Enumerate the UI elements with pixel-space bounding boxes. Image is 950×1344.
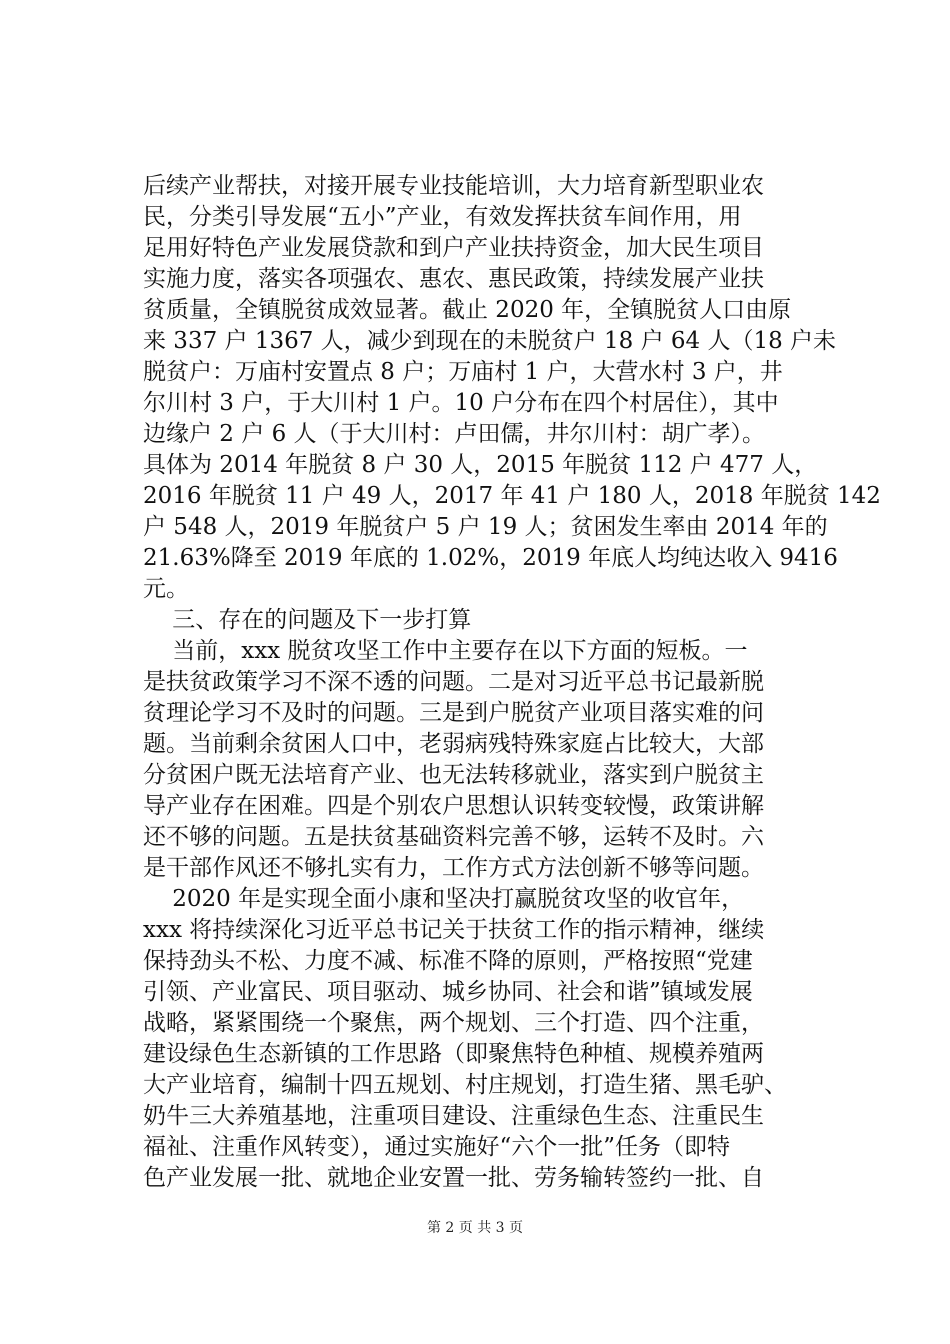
text-line: 战略，紧紧围绕一个聚焦，两个规划、三个打造、四个注重， bbox=[143, 1010, 764, 1036]
text-line: 脱贫户：万庙村安置点 8 户；万庙村 1 户，大营水村 3 户，井 bbox=[143, 359, 783, 385]
text-line: 贫理论学习不及时的问题。三是到户脱贫产业项目落实难的问 bbox=[143, 700, 764, 726]
text-line: 奶牛三大养殖基地，注重项目建设、注重绿色生态、注重民生 bbox=[143, 1103, 764, 1129]
text-line: 分贫困户既无法培育产业、也无法转移就业，落实到户脱贫主 bbox=[143, 762, 764, 788]
text-line: 福祉、注重作风转变），通过实施好“六个一批”任务（即特 bbox=[143, 1134, 731, 1160]
text-line: 三、存在的问题及下一步打算 bbox=[143, 607, 472, 633]
text-line: 题。当前剩余贫困人口中，老弱病残特殊家庭占比较大，大部 bbox=[143, 731, 764, 757]
text-line: 21.63%降至 2019 年底的 1.02%，2019 年底人均纯达收入 9416 bbox=[143, 545, 838, 571]
text-line: 是扶贫政策学习不深不透的问题。二是对习近平总书记最新脱 bbox=[143, 669, 764, 695]
text-line: 当前，xxx 脱贫攻坚工作中主要存在以下方面的短板。一 bbox=[143, 638, 748, 664]
text-line: 导产业存在困难。四是个别农户思想认识转变较慢，政策讲解 bbox=[143, 793, 764, 819]
text-line: 来 337 户 1367 人，减少到现在的未脱贫户 18 户 64 人（18 户未 bbox=[143, 328, 837, 354]
body-text bbox=[143, 171, 881, 1194]
text-line: 建设绿色生态新镇的工作思路（即聚焦特色种植、规模养殖两 bbox=[143, 1041, 764, 1067]
text-line: 后续产业帮扶，对接开展专业技能培训，大力培育新型职业农 bbox=[143, 173, 764, 199]
text-line: xxx 将持续深化习近平总书记关于扶贫工作的指示精神，继续 bbox=[143, 917, 765, 943]
text-line: 2020 年是实现全面小康和坚决打赢脱贫攻坚的收官年， bbox=[143, 886, 745, 912]
text-line: 尔川村 3 户，于大川村 1 户。10 户分布在四个村居住），其中 bbox=[143, 390, 779, 416]
page-footer: 第 2 页 共 3 页 bbox=[426, 1220, 524, 1236]
text-line: 民，分类引导发展“五小”产业，有效发挥扶贫车间作用，用 bbox=[143, 204, 742, 230]
text-line: 元。 bbox=[143, 576, 189, 602]
text-line: 足用好特色产业发展贷款和到户产业扶持资金，加大民生项目 bbox=[143, 235, 764, 261]
text-line: 2016 年脱贫 11 户 49 人，2017 年 41 户 180 人，2018 年脱贫 142 bbox=[143, 483, 881, 509]
text-line: 实施力度，落实各项强农、惠农、惠民政策，持续发展产业扶 bbox=[143, 266, 764, 292]
text-line: 还不够的问题。五是扶贫基础资料完善不够，运转不及时。六 bbox=[143, 824, 764, 850]
text-line: 色产业发展一批、就地企业安置一批、劳务输转签约一批、自 bbox=[143, 1165, 764, 1191]
text-line: 保持劲头不松、力度不减、标准不降的原则，严格按照“党建 bbox=[143, 948, 753, 974]
text-line: 贫质量，全镇脱贫成效显著。截止 2020 年，全镇脱贫人口由原 bbox=[143, 297, 792, 323]
text-line: 边缘户 2 户 6 人（于大川村：卢田儒，井尔川村：胡广孝）。 bbox=[143, 421, 766, 447]
text-line: 引领、产业富民、项目驱动、城乡协同、社会和谐”镇域发展 bbox=[143, 979, 753, 1005]
text-line: 户 548 人，2019 年脱贫户 5 户 19 人；贫困发生率由 2014 年的 bbox=[143, 514, 828, 540]
text-line: 具体为 2014 年脱贫 8 户 30 人，2015 年脱贫 112 户 477 人， bbox=[143, 452, 818, 478]
text-line: 是干部作风还不够扎实有力，工作方式方法创新不够等问题。 bbox=[143, 855, 764, 881]
text-line: 大产业培育，编制十四五规划、村庄规划，打造生猪、黑毛驴、 bbox=[143, 1072, 787, 1098]
